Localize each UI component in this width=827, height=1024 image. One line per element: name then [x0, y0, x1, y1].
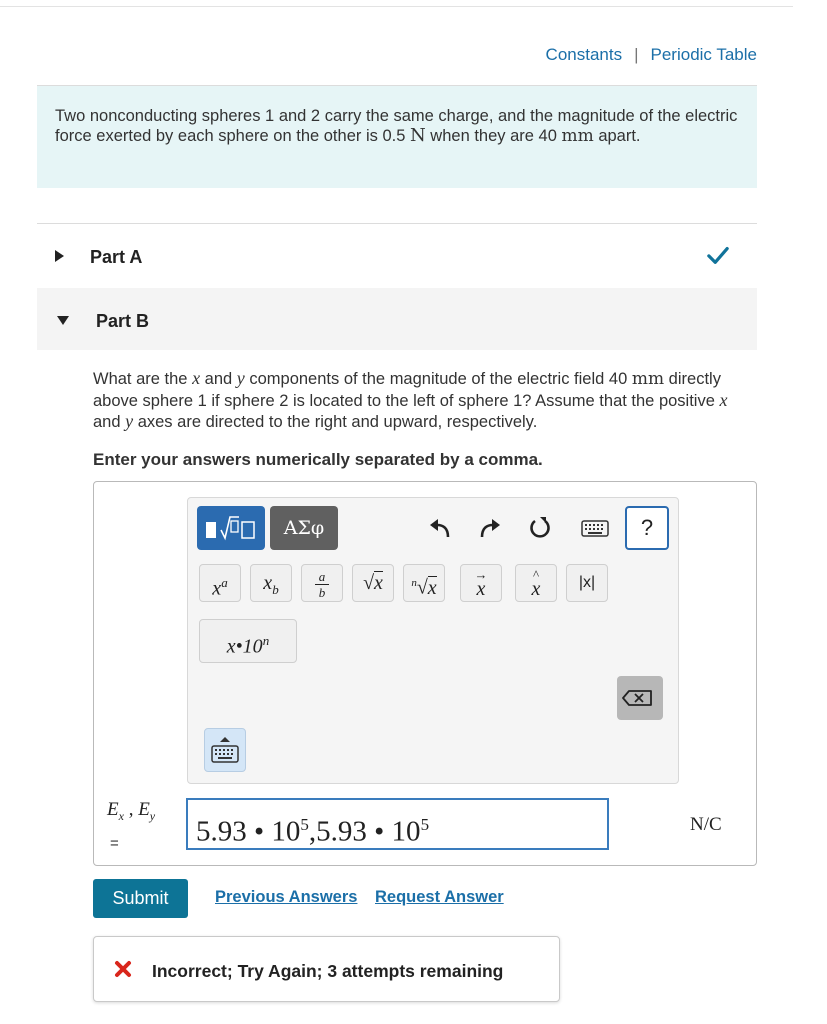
math-x: x — [719, 389, 728, 410]
question-segment: What are the — [93, 370, 193, 388]
template-base: x — [531, 578, 541, 600]
label-x-subscript: x — [118, 808, 124, 823]
question-segment: axes are directed to the right and upward, respectively. — [133, 413, 538, 431]
problem-text-1: Two nonconducting spheres 1 and 2 carry the same charge, and the magnitude of the electric force exerted by each sphere on the other is 0.5 — [55, 107, 738, 145]
question-segment: and — [200, 370, 237, 388]
vector-template-button[interactable] — [460, 564, 502, 602]
math-y: y — [125, 411, 134, 431]
problem-text-3: apart. — [593, 127, 641, 145]
expand-right-icon — [55, 250, 64, 262]
template-radicand: x — [374, 572, 383, 594]
reset-icon[interactable] — [528, 516, 552, 540]
submit-button[interactable]: Submit — [93, 879, 188, 918]
top-divider — [0, 6, 793, 7]
vector-arrow-icon: → — [474, 567, 488, 582]
template-exponent: a — [221, 575, 228, 590]
backspace-button[interactable] — [617, 676, 663, 720]
periodic-table-link[interactable]: Periodic Table — [650, 45, 757, 64]
part-a-label: Part A — [90, 247, 143, 267]
part-b-label: Part B — [96, 311, 150, 331]
keyboard-icon[interactable] — [581, 516, 609, 540]
hat-template-button[interactable] — [515, 564, 557, 602]
math-y: y — [236, 368, 245, 388]
greek-tab[interactable]: ΑΣφ — [270, 506, 338, 550]
problem-text-2: when they are 40 — [425, 127, 562, 145]
link-separator: | — [634, 45, 639, 64]
keyboard-toggle-button[interactable] — [204, 728, 246, 772]
template-exponent: n — [262, 633, 270, 648]
previous-answers-link[interactable]: Previous Answers — [215, 888, 358, 906]
request-answer-link[interactable]: Request Answer — [375, 888, 504, 906]
superscript-template-button[interactable] — [199, 564, 241, 602]
units-label: N/C — [690, 814, 722, 835]
root-index: n — [411, 577, 417, 589]
answer-exponent: 5 — [300, 815, 309, 834]
keyboard-up-icon — [205, 729, 245, 771]
redo-icon[interactable] — [478, 516, 502, 540]
fraction-template-button[interactable] — [301, 564, 343, 602]
help-button[interactable]: ? — [625, 506, 669, 550]
answer-exponent: 5 — [420, 815, 430, 834]
question-segment: and — [93, 413, 126, 431]
scientific-notation-button[interactable] — [199, 619, 297, 663]
template-base: x•10 — [226, 635, 263, 658]
fraction-denominator: b — [318, 585, 326, 600]
resource-links — [546, 45, 757, 65]
question-text — [93, 368, 743, 433]
feedback-text: Incorrect; Try Again; 3 attempts remaining — [152, 961, 504, 981]
template-base: x — [212, 577, 222, 600]
question-segment: components of the magnitude of the electric field 40 — [244, 370, 632, 388]
hat-icon: ^ — [532, 567, 540, 582]
nth-root-icon: √ — [416, 576, 428, 599]
math-x: x — [192, 368, 201, 388]
abs-template-button[interactable]: |x| — [566, 564, 608, 602]
problem-statement — [37, 86, 757, 188]
templates-tab[interactable] — [197, 506, 265, 550]
nth-root-template-button[interactable] — [403, 564, 445, 602]
label-y-subscript: y — [149, 808, 156, 823]
fraction-numerator: a — [318, 569, 326, 584]
constants-link[interactable]: Constants — [545, 45, 623, 64]
undo-icon[interactable] — [428, 516, 452, 540]
answer-mantissa: 5.93 • 10 — [196, 815, 301, 848]
sqrt-template-button[interactable] — [352, 564, 394, 602]
equals-sign: = — [110, 835, 119, 852]
backspace-icon — [617, 676, 663, 720]
template-subscript: b — [272, 582, 279, 597]
template-base: x — [476, 578, 486, 600]
sqrt-icon: √ — [363, 572, 375, 594]
answer-mantissa: ,5.93 • 10 — [308, 815, 421, 848]
template-radicand: x — [427, 576, 437, 599]
part-a-header[interactable] — [37, 224, 757, 288]
label-e: E — [107, 799, 119, 820]
expand-down-icon — [57, 316, 69, 325]
feedback-box — [93, 936, 560, 1002]
template-base: x — [263, 572, 273, 594]
templates-icon — [197, 506, 265, 550]
length-unit: mm — [631, 369, 665, 389]
label-e: E — [138, 799, 150, 820]
subscript-template-button[interactable] — [250, 564, 292, 602]
answer-instruction: Enter your answers numerically separated by a comma. — [93, 450, 543, 469]
math-palette — [187, 497, 679, 784]
force-unit: N — [409, 125, 426, 146]
x-icon — [114, 960, 132, 978]
check-icon — [707, 244, 729, 266]
answer-variable-label — [107, 799, 155, 824]
part-b-header[interactable] — [37, 288, 757, 350]
label-separator: , — [123, 799, 139, 820]
question-segment: directly above sphere 1 if sphere 2 is located to the left of sphere 1? Assume that the positive — [93, 370, 721, 410]
length-unit: mm — [561, 126, 594, 146]
answer-input[interactable] — [186, 798, 609, 850]
